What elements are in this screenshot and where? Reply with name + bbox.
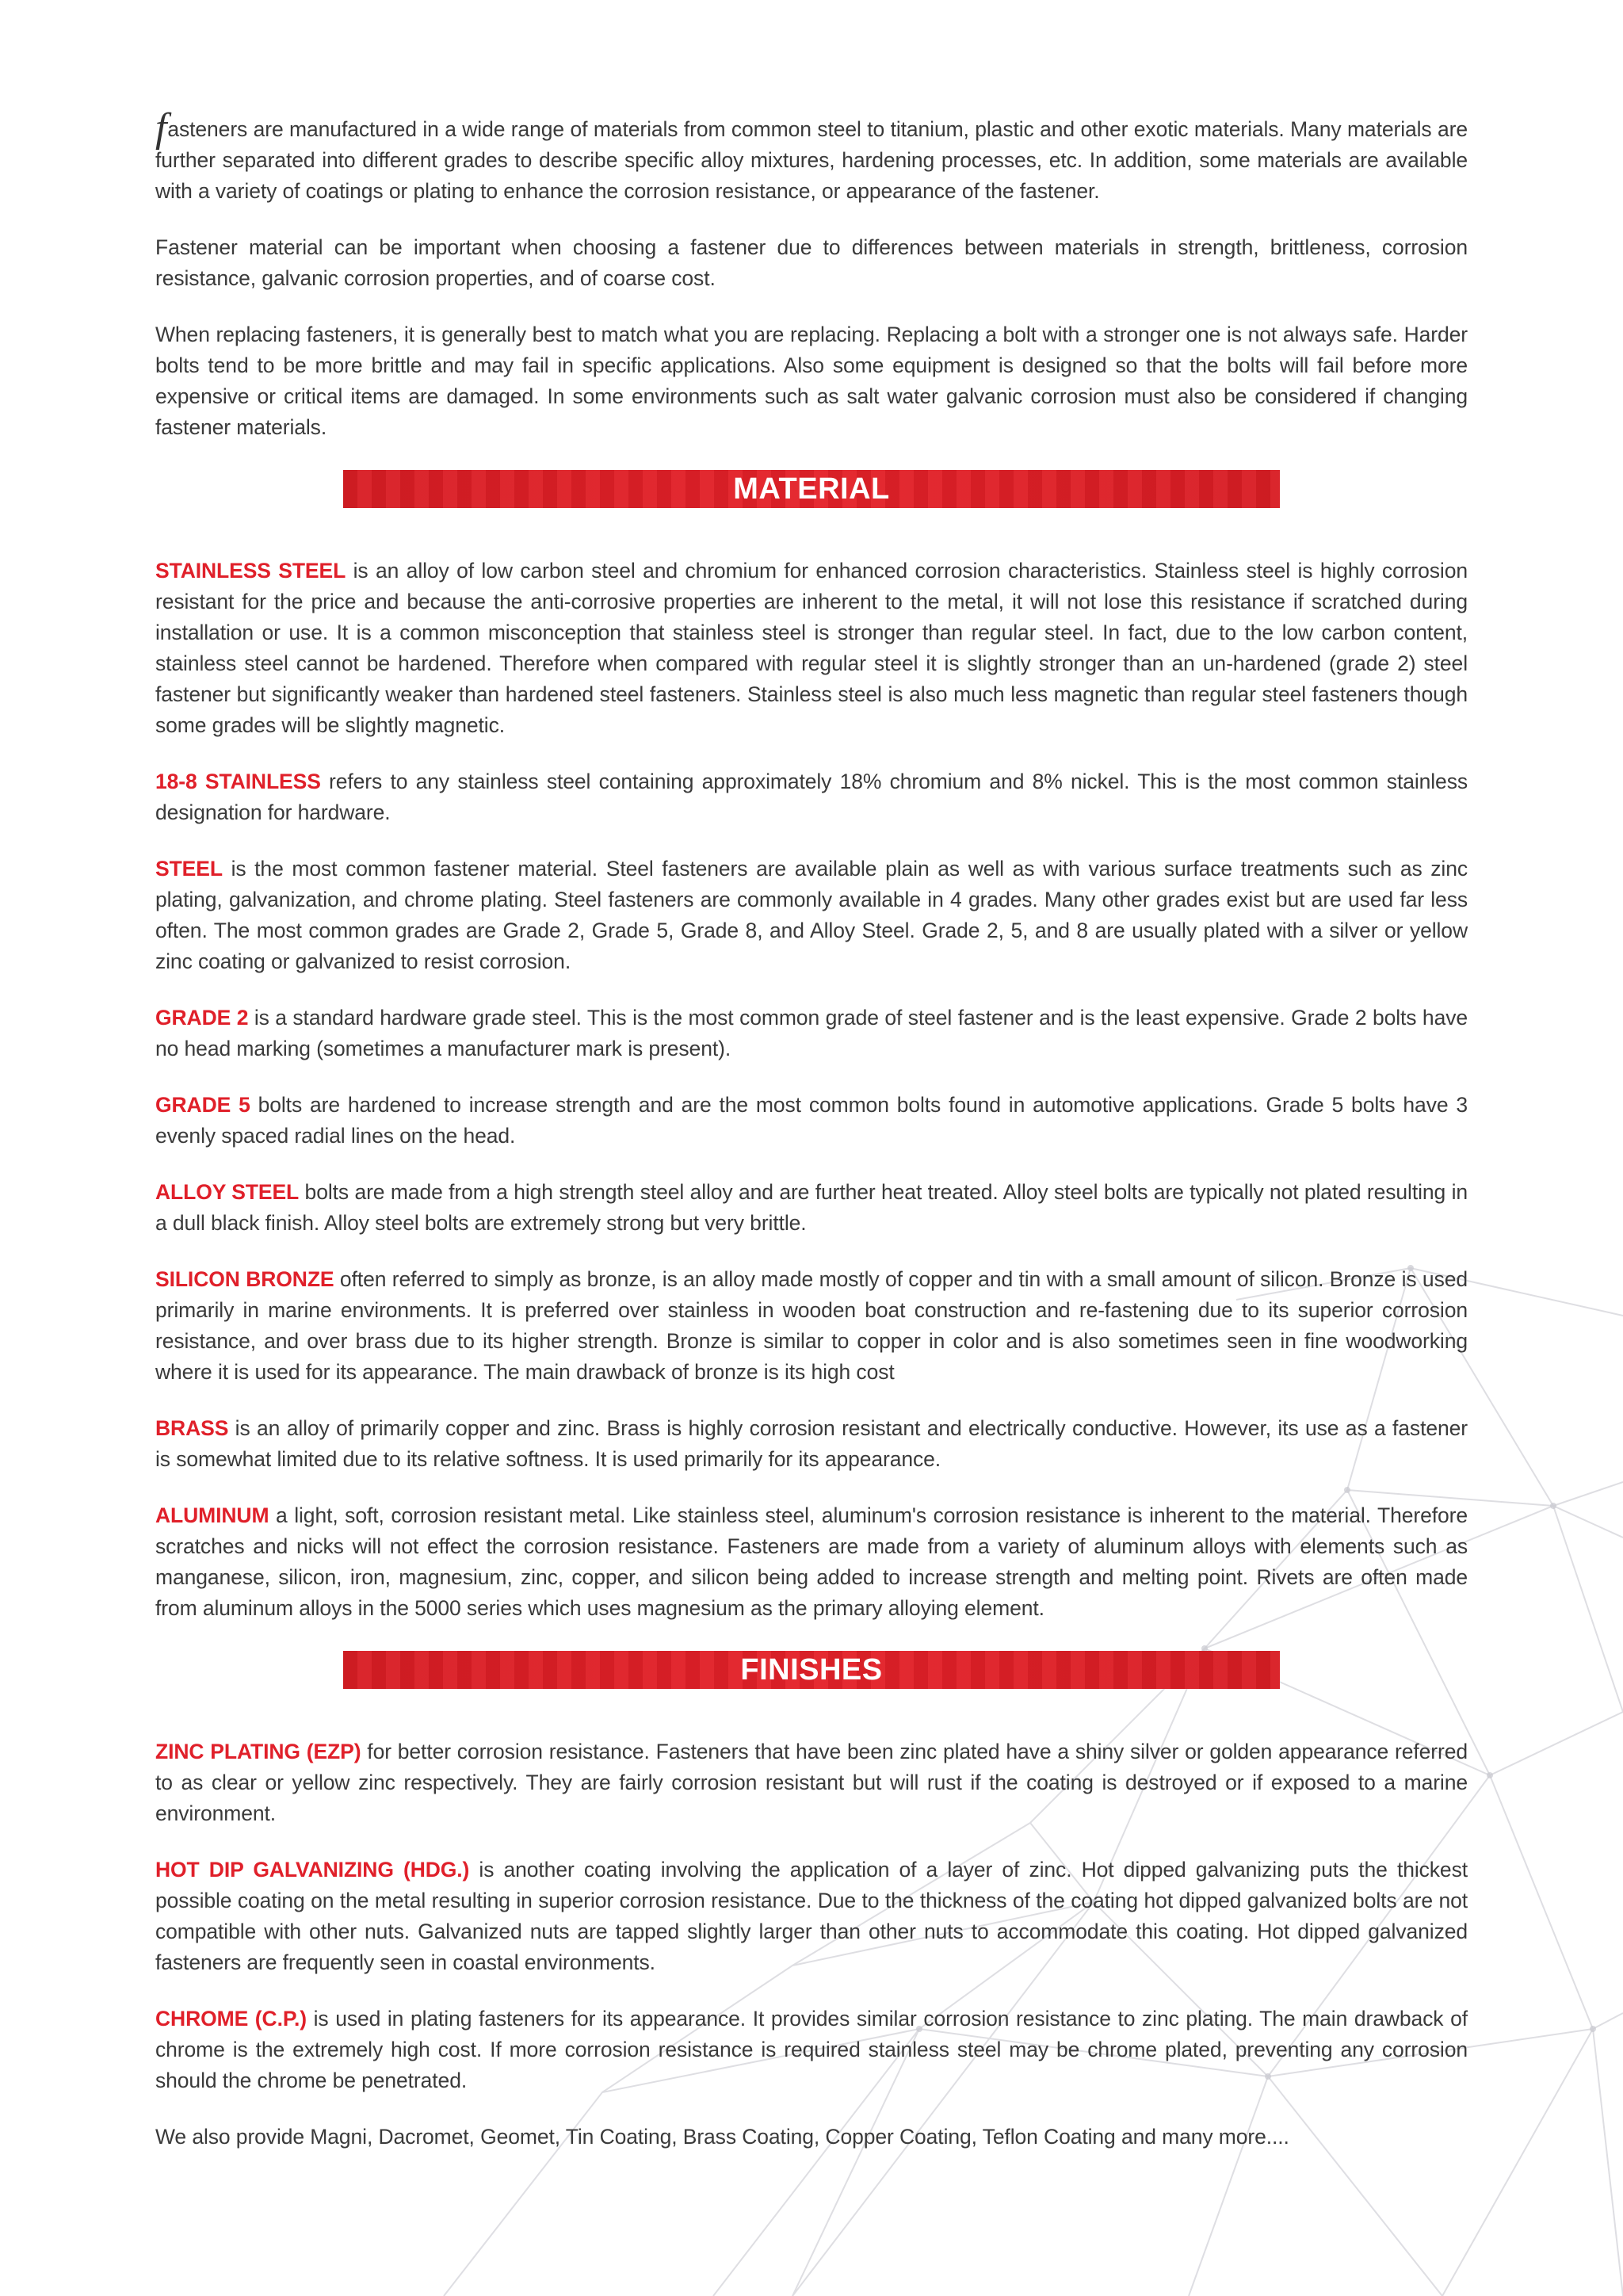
drop-cap: f <box>155 105 167 151</box>
intro-paragraph-2: Fastener material can be important when choosing a fastener due to differences between materials in strength, brittleness, corrosion resistance, galvanic corrosion properties, and of coarse cost. <box>155 235 1468 290</box>
material-description: is a standard hardware grade steel. This is the most common grade of steel fastener and is the least expensive. Grade 2 bolts have no head marking (sometimes a manufacturer mark is present). <box>155 1006 1468 1060</box>
material-term: STEEL <box>155 857 223 881</box>
material-section-title: MATERIAL <box>733 472 890 506</box>
finish-description: is another coating involving the application of a layer of zinc. Hot dipped galvanizing puts the thickest possible coating on the metal resulting in superior corrosion resistance. Due to the thickness of the coating hot dipped galvanized bolts are not compatible with other nuts. Galvanized nuts are tapped slightly larger than other nuts to accommodate this coating. Hot dipped galvanized fasteners are frequently seen in coastal environments. <box>155 1858 1468 1974</box>
material-item-aluminum <box>155 1500 1468 1624</box>
material-item-brass <box>155 1413 1468 1475</box>
material-term: BRASS <box>155 1416 229 1440</box>
finish-term: CHROME (C.P.) <box>155 2007 307 2030</box>
material-description: is an alloy of primarily copper and zinc. Brass is highly corrosion resistant and electrically conductive. However, its use as a fastener is somewhat limited due to its relative softness. It is used primarily for its appearance. <box>155 1416 1468 1471</box>
material-description: bolts are made from a high strength steel alloy and are further heat treated. Alloy steel bolts are typically not plated resulting in a dull black finish. Alloy steel bolts are extremely strong but very brittle. <box>155 1180 1468 1235</box>
material-description: bolts are hardened to increase strength and are the most common bolts found in automotive applications. Grade 5 bolts have 3 evenly spaced radial lines on the head. <box>155 1093 1468 1148</box>
intro-paragraph-1 <box>155 105 1468 207</box>
material-description: a light, soft, corrosion resistant metal. Like stainless steel, aluminum's corrosion resistance is inherent to the material. Therefore scratches and nicks will not effect the corrosion resistance. Fasteners are made from a variety of aluminum alloys with elements such as manganese, silicon, iron, magnesium, zinc, copper, and silicon being added to increase strength and melting point. Rivets are often made from aluminum alloys in the 5000 series which uses magnesium as the primary alloying element. <box>155 1503 1468 1620</box>
material-term: 18-8 STAINLESS <box>155 770 321 793</box>
material-term: ALLOY STEEL <box>155 1180 300 1204</box>
finish-item-zinc-plating <box>155 1736 1468 1829</box>
material-item-stainless-steel <box>155 556 1468 741</box>
intro-paragraph-3: When replacing fasteners, it is generally best to match what you are replacing. Replacing a bolt with a stronger one is not always safe. Harder bolts tend to be more brittle and may fail in specific applications. Also some equipment is designed so that the bolts will fail before more expensive or critical items are damaged. In some environments such as salt water galvanic corrosion must also be considered if changing fastener materials. <box>155 323 1468 439</box>
finishes-section-banner <box>343 1651 1280 1689</box>
finish-description: for better corrosion resistance. Fasteners that have been zinc plated have a shiny silver or golden appearance referred to as clear or yellow zinc respectively. They are fairly corrosion resistant but will rust if the coating is destroyed or if exposed to a marine environment. <box>155 1740 1468 1825</box>
finish-item-hot-dip-galvanizing <box>155 1855 1468 1978</box>
material-item-alloy-steel <box>155 1177 1468 1239</box>
finish-description: is used in plating fasteners for its appearance. It provides similar corrosion resistance to zinc plating. The main drawback of chrome is the extremely high cost. If more corrosion resistance is required stainless steel may be chrome plated, preventing any corrosion should the chrome be penetrated. <box>155 2007 1468 2092</box>
material-description: often referred to simply as bronze, is an alloy made mostly of copper and tin with a small amount of silicon. Bronze is used primarily in marine environments. It is preferred over stainless in wooden boat construction and re-fastening due to its superior corrosion resistance, and over brass due to its higher strength. Bronze is similar to copper in color and is also sometimes seen in fine woodworking where it is used for its appearance. The main drawback of bronze is its high cost <box>155 1267 1468 1384</box>
finish-term: HOT DIP GALVANIZING (HDG.) <box>155 1858 470 1881</box>
material-term: GRADE 2 <box>155 1006 249 1030</box>
material-section-banner <box>343 470 1280 508</box>
finishes-section-title: FINISHES <box>740 1652 883 1687</box>
finishes-closing-note: We also provide Magni, Dacromet, Geomet, Tin Coating, Brass Coating, Copper Coating, Teflon Coating and many more.... <box>155 2125 1289 2149</box>
material-term: ALUMINUM <box>155 1503 269 1527</box>
material-item-grade-2 <box>155 1003 1468 1064</box>
material-term: SILICON BRONZE <box>155 1267 334 1291</box>
page-content <box>155 105 1468 2178</box>
material-item-grade-5 <box>155 1090 1468 1152</box>
finish-term: ZINC PLATING (EZP) <box>155 1740 361 1763</box>
material-term: GRADE 5 <box>155 1093 250 1117</box>
material-item-steel <box>155 854 1468 977</box>
material-description: refers to any stainless steel containing approximately 18% chromium and 8% nickel. This is the most common stainless designation for hardware. <box>155 770 1468 824</box>
material-description: is the most common fastener material. Steel fasteners are available plain as well as with various surface treatments such as zinc plating, galvanization, and chrome plating. Steel fasteners are commonly available in 4 grades. Many other grades exist but are used far less often. The most common grades are Grade 2, Grade 5, Grade 8, and Alloy Steel. Grade 2, 5, and 8 are usually plated with a silver or yellow zinc coating or galvanized to resist corrosion. <box>155 857 1468 973</box>
intro-text-1: asteners are manufactured in a wide range of materials from common steel to titanium, plastic and other exotic materials. Many materials are further separated into different grades to describe specific alloy mixtures, hardening processes, etc. In addition, some materials are available with a variety of coatings or plating to enhance the corrosion resistance, or appearance of the fastener. <box>155 117 1468 203</box>
material-item-silicon-bronze <box>155 1264 1468 1388</box>
material-description: is an alloy of low carbon steel and chromium for enhanced corrosion characteristics. Stainless steel is highly corrosion resistant for the price and because the anti-corrosive properties are inherent to the metal, it will not lose this resistance if scratched during installation or use. It is a common misconception that stainless steel is stronger than regular steel. In fact, due to the low carbon content, stainless steel cannot be hardened. Therefore when compared with regular steel it is slightly stronger than an un-hardened (grade 2) steel fastener but significantly weaker than hardened steel fasteners. Stainless steel is also much less magnetic than regular steel fasteners though some grades will be slightly magnetic. <box>155 559 1468 737</box>
finish-item-chrome <box>155 2004 1468 2096</box>
material-item-18-8-stainless <box>155 766 1468 828</box>
material-term: STAINLESS STEEL <box>155 559 346 583</box>
